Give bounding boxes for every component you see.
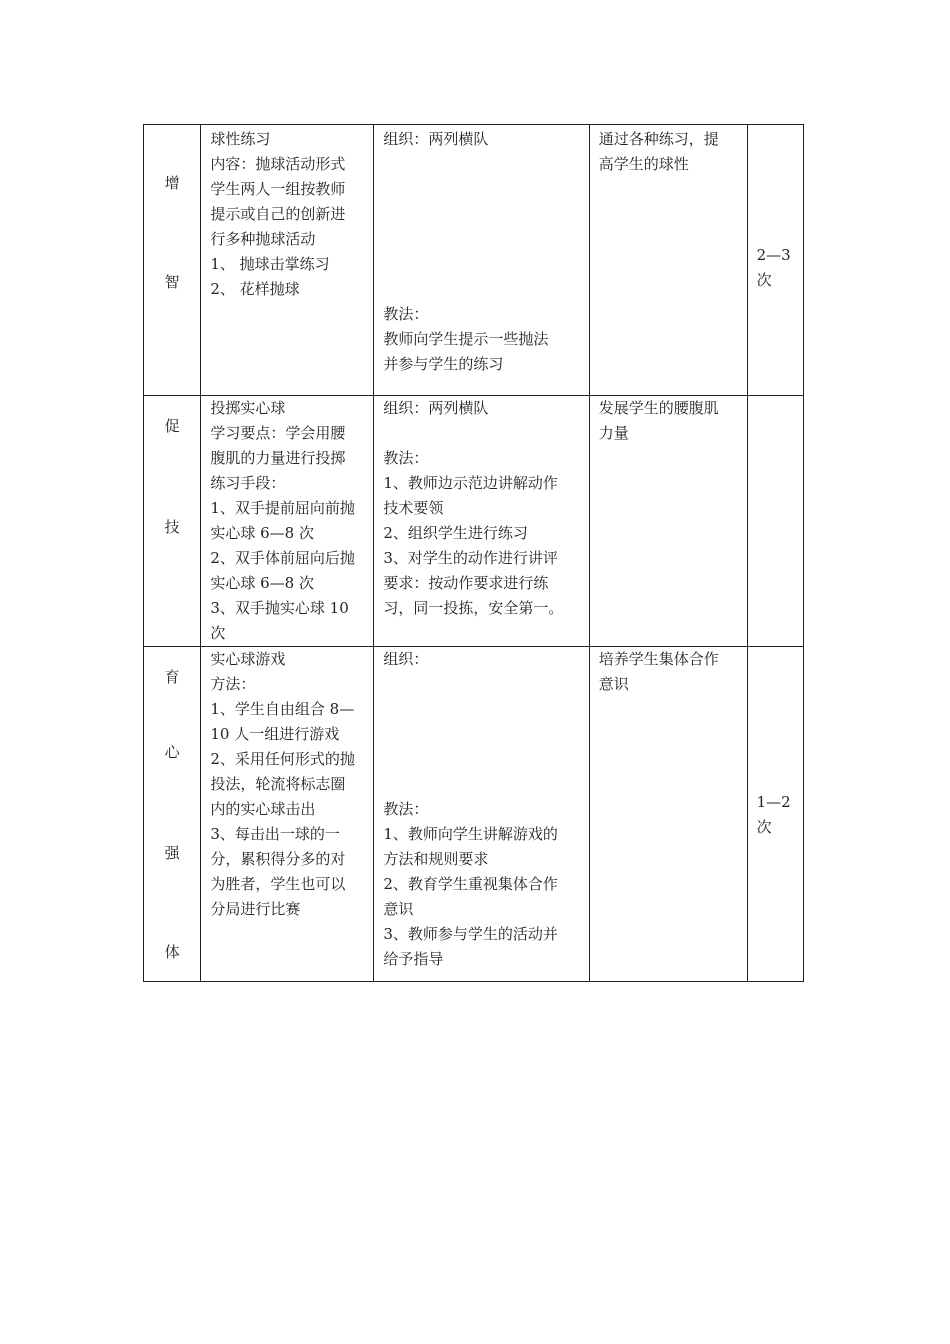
content-line: 2、 花样抛球 bbox=[210, 280, 300, 298]
goal-cell bbox=[589, 396, 747, 647]
content-line: 实心球 6—8 次 bbox=[210, 524, 314, 542]
goal-line: 高学生的球性 bbox=[598, 155, 689, 173]
content-line: 提示或自己的创新进 bbox=[210, 205, 346, 223]
goal-line: 意识 bbox=[598, 675, 629, 693]
content-line: 练习手段： bbox=[210, 474, 286, 492]
method-line: 并参与学生的练习 bbox=[383, 355, 504, 373]
section-char: 促 bbox=[164, 417, 180, 435]
goal-cell bbox=[589, 647, 747, 982]
section-char: 强 bbox=[164, 844, 180, 862]
organization-line: 组织： bbox=[383, 650, 429, 668]
section-label-cell bbox=[144, 396, 201, 647]
method-line: 3、对学生的动作进行讲评 bbox=[383, 549, 558, 567]
content-line: 实心球 6—8 次 bbox=[210, 574, 314, 592]
content-line: 次 bbox=[210, 624, 226, 642]
method-line: 3、教师参与学生的活动并 bbox=[383, 925, 558, 943]
method-line: 1、教师边示范边讲解动作 bbox=[383, 474, 558, 492]
content-line: 分局进行比赛 bbox=[210, 900, 301, 918]
method-line: 1、教师向学生讲解游戏的 bbox=[383, 825, 558, 843]
table-row bbox=[144, 396, 804, 647]
section-label-cell bbox=[144, 647, 201, 982]
method-line: 技术要领 bbox=[383, 499, 444, 517]
goal-line: 发展学生的腰腹肌 bbox=[598, 399, 719, 417]
content-line: 3、每击出一球的一 bbox=[210, 825, 340, 843]
content-line: 学习要点：学会用腰 bbox=[210, 424, 346, 442]
count-line: 1—2 bbox=[756, 793, 791, 811]
content-line: 2、双手体前屈向后抛 bbox=[210, 549, 355, 567]
method-line: 教法： bbox=[383, 305, 429, 323]
method-cell bbox=[374, 125, 589, 396]
count-cell bbox=[747, 647, 803, 982]
section-label-cell bbox=[144, 125, 201, 396]
count-cell bbox=[747, 125, 803, 396]
lesson-plan-table bbox=[143, 124, 804, 982]
content-line: 3、双手抛实心球 10 bbox=[210, 599, 349, 617]
content-line: 1、 抛球击掌练习 bbox=[210, 255, 330, 273]
count-line: 2—3 bbox=[756, 246, 791, 264]
method-line: 习，同一投拣，安全第一。 bbox=[383, 599, 564, 617]
organization-line bbox=[383, 421, 588, 446]
section-char: 育 bbox=[164, 668, 180, 686]
section-char: 体 bbox=[164, 943, 180, 961]
content-line: 分，累积得分多的对 bbox=[210, 850, 346, 868]
content-line: 球性练习 bbox=[210, 130, 271, 148]
organization-line: 组织：两列横队 bbox=[383, 130, 489, 148]
content-line: 1、双手提前屈向前抛 bbox=[210, 499, 355, 517]
method-line: 教法： bbox=[383, 800, 429, 818]
content-line: 学生两人一组按教师 bbox=[210, 180, 346, 198]
content-line: 内的实心球击出 bbox=[210, 800, 316, 818]
content-line: 为胜者，学生也可以 bbox=[210, 875, 346, 893]
section-char: 智 bbox=[164, 273, 180, 291]
method-line: 教法： bbox=[383, 449, 429, 467]
count-line: 次 bbox=[756, 818, 772, 836]
goal-line: 通过各种练习，提 bbox=[598, 130, 719, 148]
goal-cell bbox=[589, 125, 747, 396]
goal-line: 力量 bbox=[598, 424, 629, 442]
organization-line: 组织：两列横队 bbox=[383, 399, 489, 417]
count-cell bbox=[747, 396, 803, 647]
method-line: 方法和规则要求 bbox=[383, 850, 489, 868]
section-char: 增 bbox=[164, 174, 180, 192]
method-line: 要求：按动作要求进行练 bbox=[383, 574, 549, 592]
method-line: 2、组织学生进行练习 bbox=[383, 524, 528, 542]
method-line: 教师向学生提示一些抛法 bbox=[383, 330, 549, 348]
content-line: 实心球游戏 bbox=[210, 650, 286, 668]
method-line: 2、教育学生重视集体合作 bbox=[383, 875, 558, 893]
content-line: 2、采用任何形式的抛 bbox=[210, 750, 355, 768]
method-line: 给予指导 bbox=[383, 950, 444, 968]
content-line: 行多种抛球活动 bbox=[210, 230, 316, 248]
table-row bbox=[144, 647, 804, 982]
content-line: 内容：抛球活动形式 bbox=[210, 155, 346, 173]
content-line: 投掷实心球 bbox=[210, 399, 286, 417]
content-line: 1、学生自由组合 8— bbox=[210, 700, 355, 718]
content-line: 10 人一组进行游戏 bbox=[210, 725, 340, 743]
content-cell bbox=[201, 396, 374, 647]
goal-line: 培养学生集体合作 bbox=[598, 650, 719, 668]
content-cell bbox=[201, 125, 374, 396]
method-cell bbox=[374, 647, 589, 982]
method-line: 意识 bbox=[383, 900, 414, 918]
count-line: 次 bbox=[756, 271, 772, 289]
table-row bbox=[144, 125, 804, 396]
content-cell bbox=[201, 647, 374, 982]
section-char: 技 bbox=[164, 518, 180, 536]
content-line: 投法，轮流将标志圈 bbox=[210, 775, 346, 793]
content-line: 腹肌的力量进行投掷 bbox=[210, 449, 346, 467]
section-char: 心 bbox=[164, 743, 180, 761]
content-line: 方法： bbox=[210, 675, 256, 693]
method-cell bbox=[374, 396, 589, 647]
